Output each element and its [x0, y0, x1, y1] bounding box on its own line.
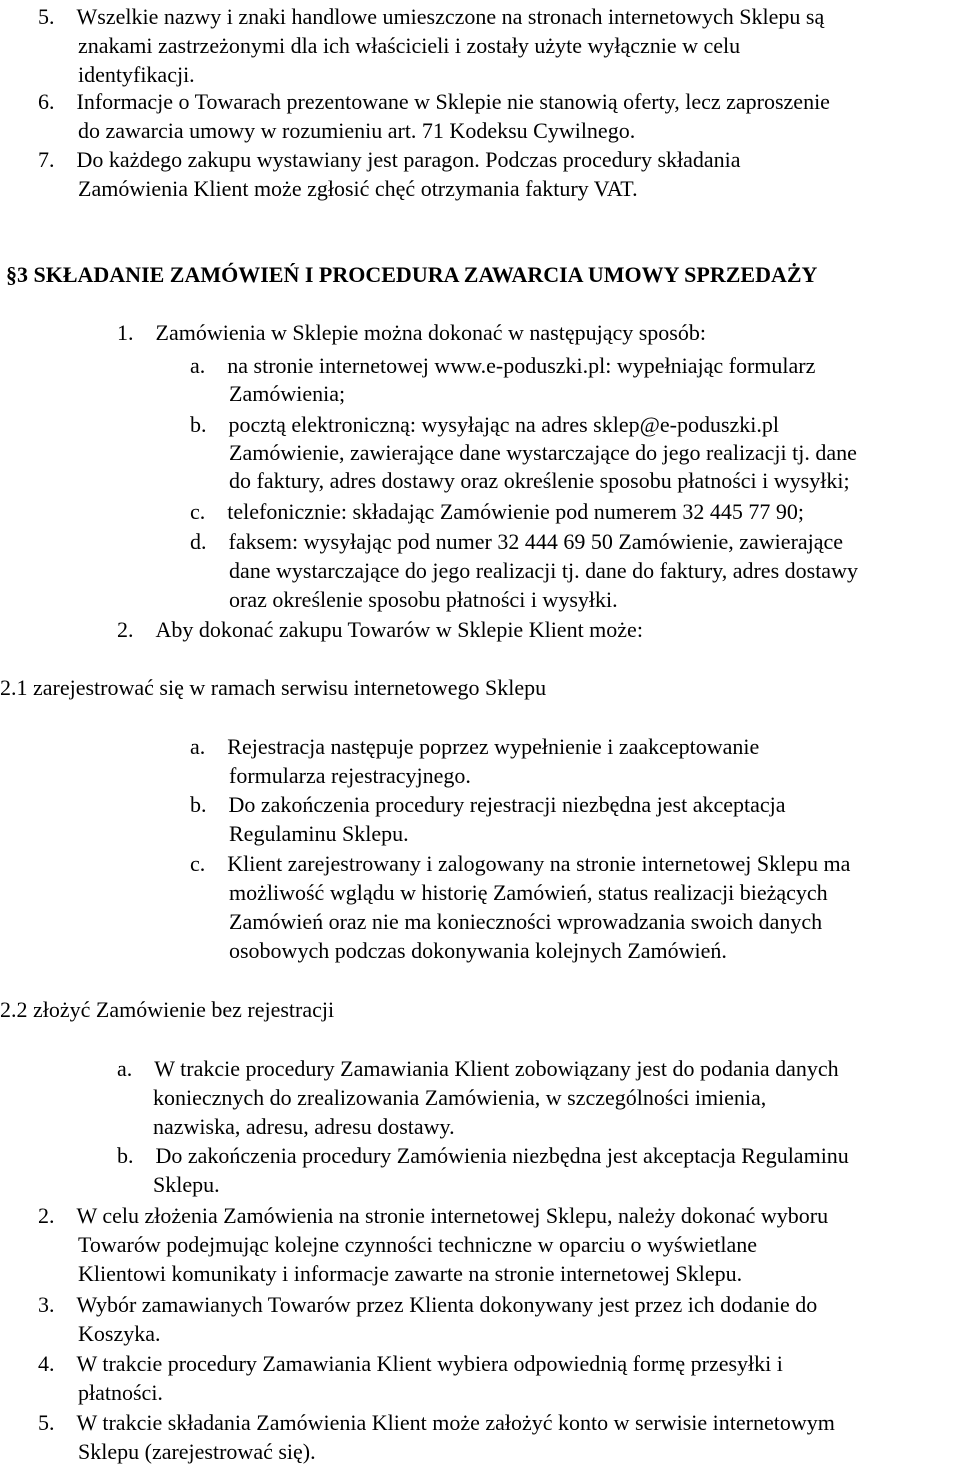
text-line: nazwiska, adresu, adresu dostawy.: [153, 1114, 455, 1139]
text-line: d. faksem: wysyłając pod numer 32 444 69 50 Zamówienie, zawierające: [190, 529, 844, 554]
text-line: 6. Informacje o Towarach prezentowane w Sklepie nie stanowią oferty, lecz zaproszenie: [38, 89, 830, 114]
text-line: identyfikacji.: [78, 62, 195, 87]
text-line: 1. Zamówienia w Sklepie można dokonać w następujący sposób:: [117, 320, 706, 345]
text-line: 2.2 złożyć Zamówienie bez rejestracji: [0, 997, 335, 1022]
text-line: 3. Wybór zamawianych Towarów przez Klienta dokonywany jest przez ich dodanie do: [38, 1292, 818, 1317]
text-line: Klientowi komunikaty i informacje zawarte na stronie internetowej Sklepu.: [78, 1261, 743, 1286]
text-line: dane wystarczające do jego realizacji tj. dane do faktury, adres dostawy: [229, 558, 858, 583]
text-line: c. telefonicznie: składając Zamówienie pod numerem 32 445 77 90;: [190, 499, 804, 524]
text-line: możliwość wglądu w historię Zamówień, status realizacji bieżących: [229, 880, 828, 905]
text-line: b. Do zakończenia procedury Zamówienia niezbędna jest akceptacja Regulaminu: [117, 1143, 849, 1168]
text-line: c. Klient zarejestrowany i zalogowany na stronie internetowej Sklepu ma: [190, 851, 851, 876]
text-line: płatności.: [78, 1380, 163, 1405]
text-line: b. Do zakończenia procedury rejestracji niezbędna jest akceptacja: [190, 792, 786, 817]
text-line: 7. Do każdego zakupu wystawiany jest paragon. Podczas procedury składania: [38, 147, 741, 172]
text-line: 5. Wszelkie nazwy i znaki handlowe umieszczone na stronach internetowych Sklepu są: [38, 4, 825, 29]
text-line: formularza rejestracyjnego.: [229, 763, 471, 788]
text-line: a. na stronie internetowej www.e-poduszki.pl: wypełniając formularz: [190, 353, 816, 378]
text-line: Koszyka.: [78, 1321, 161, 1346]
text-line: Sklepu.: [153, 1172, 220, 1197]
text-line: koniecznych do zrealizowania Zamówienia, w szczególności imienia,: [153, 1085, 767, 1110]
text-line: 4. W trakcie procedury Zamawiania Klient wybiera odpowiednią formę przesyłki i: [38, 1351, 783, 1376]
text-line: oraz określenie sposobu płatności i wysyłki.: [229, 587, 618, 612]
text-line: Sklepu (zarejestrować się).: [78, 1439, 316, 1464]
text-line: 2. Aby dokonać zakupu Towarów w Sklepie Klient może:: [117, 617, 643, 642]
text-line: Regulaminu Sklepu.: [229, 821, 409, 846]
text-line: Zamówień oraz nie ma konieczności wprowadzania swoich danych: [229, 909, 823, 934]
text-line: Zamówienia;: [229, 381, 346, 406]
text-line: znakami zastrzeżonymi dla ich właścicieli i zostały użyte wyłącznie w celu: [78, 33, 741, 58]
text-line: do zawarcia umowy w rozumieniu art. 71 Kodeksu Cywilnego.: [78, 118, 636, 143]
text-line: a. Rejestracja następuje poprzez wypełnienie i zaakceptowanie: [190, 734, 760, 759]
text-line: 2. W celu złożenia Zamówienia na stronie internetowej Sklepu, należy dokonać wyboru: [38, 1203, 829, 1228]
text-line: osobowych podczas dokonywania kolejnych Zamówień.: [229, 938, 727, 963]
text-line: 2.1 zarejestrować się w ramach serwisu internetowego Sklepu: [0, 675, 547, 700]
text-line: Zamówienie, zawierające dane wystarczające do jego realizacji tj. dane: [229, 440, 857, 465]
text-line: b. pocztą elektroniczną: wysyłając na adres sklep@e-poduszki.pl: [190, 412, 779, 437]
text-line: Zamówienia Klient może zgłosić chęć otrzymania faktury VAT.: [78, 176, 638, 201]
text-line: Towarów podejmując kolejne czynności techniczne w oparciu o wyświetlane: [78, 1232, 757, 1257]
section-heading: §3 SKŁADANIE ZAMÓWIEŃ I PROCEDURA ZAWARCIA UMOWY SPRZEDAŻY: [6, 262, 818, 287]
text-line: do faktury, adres dostawy oraz określenie sposobu płatności i wysyłki;: [229, 468, 850, 493]
text-line: 5. W trakcie składania Zamówienia Klient może założyć konto w serwisie internetowym: [38, 1410, 835, 1435]
text-line: a. W trakcie procedury Zamawiania Klient zobowiązany jest do podania danych: [117, 1056, 839, 1081]
